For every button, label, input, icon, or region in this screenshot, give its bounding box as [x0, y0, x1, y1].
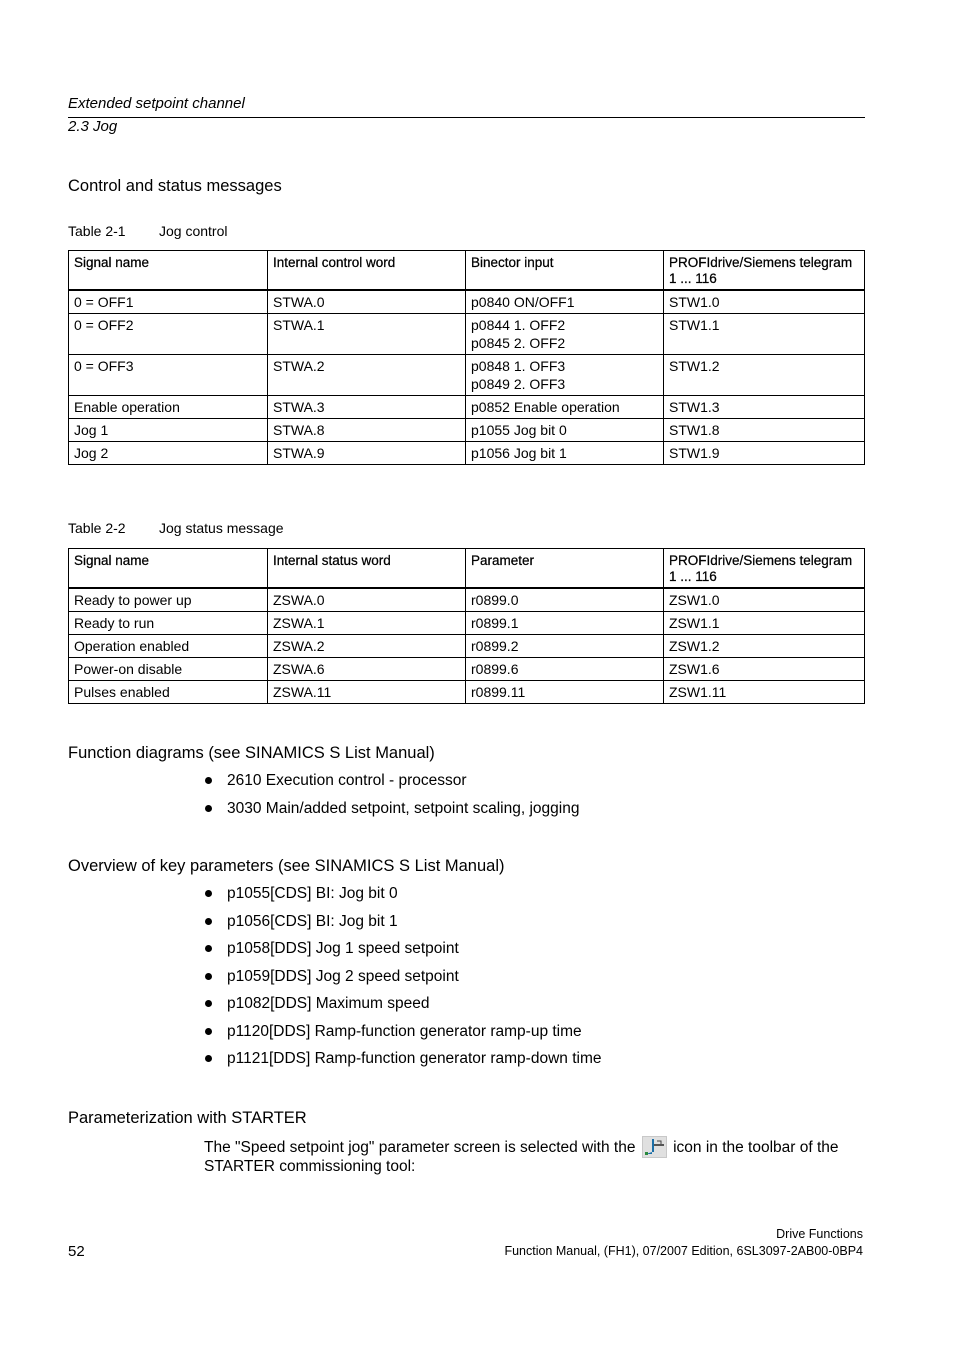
table2-number: Table 2-2 [68, 520, 126, 536]
table-cell: ZSWA.2 [268, 635, 466, 658]
table2-title: Jog status message [159, 520, 284, 536]
paragraph-text-before-icon: The "Speed setpoint jog" parameter screen is selected with the [204, 1139, 640, 1156]
section-heading-control-status: Control and status messages [68, 177, 282, 195]
table-cell: STW1.1 [664, 314, 865, 355]
table-cell: ZSWA.6 [268, 658, 466, 681]
table-row [69, 290, 865, 314]
list-item: p1121[DDS] Ramp-function generator ramp-down time [204, 1049, 601, 1077]
table-cell: Ready to power up [69, 588, 268, 612]
table-cell: p0840 ON/OFF1 [466, 290, 664, 314]
table-cell: Ready to run [69, 612, 268, 635]
list-item: p1056[CDS] BI: Jog bit 1 [204, 912, 601, 940]
table1-title: Jog control [159, 223, 228, 239]
table-row [69, 355, 865, 396]
list-item: p1055[CDS] BI: Jog bit 0 [204, 884, 601, 912]
table-cell: ZSW1.11 [664, 681, 865, 704]
table-cell: STWA.2 [268, 355, 466, 396]
column-header: Signal name [69, 549, 268, 589]
table-cell: p1056 Jog bit 1 [466, 442, 664, 465]
table-cell: ZSWA.0 [268, 588, 466, 612]
jog-control-table [68, 250, 865, 465]
table-cell: STW1.2 [664, 355, 865, 396]
table-cell: Power-on disable [69, 658, 268, 681]
running-header-chapter: Extended setpoint channel [68, 95, 245, 112]
table2-caption [68, 520, 284, 536]
table-cell: ZSW1.2 [664, 635, 865, 658]
table-cell: p1055 Jog bit 0 [466, 419, 664, 442]
header-rule [68, 117, 865, 118]
list-item: p1120[DDS] Ramp-function generator ramp-up time [204, 1022, 601, 1050]
table-cell: r0899.11 [466, 681, 664, 704]
function-diagrams-list [204, 771, 579, 826]
table-cell: STW1.0 [664, 290, 865, 314]
table-row [69, 396, 865, 419]
table-cell: STW1.9 [664, 442, 865, 465]
table1-caption [68, 223, 227, 239]
table-cell: ZSWA.1 [268, 612, 466, 635]
table1-number: Table 2-1 [68, 223, 126, 239]
column-header: Internal status word [268, 549, 466, 589]
table-cell: r0899.2 [466, 635, 664, 658]
table-cell: ZSW1.1 [664, 612, 865, 635]
footer-doc-title: Drive Functions [776, 1227, 863, 1241]
parameterization-paragraph [204, 1136, 864, 1176]
table-cell: STWA.3 [268, 396, 466, 419]
table-cell: 0 = OFF3 [69, 355, 268, 396]
column-header: Parameter [466, 549, 664, 589]
list-item: p1059[DDS] Jog 2 speed setpoint [204, 967, 601, 995]
table-cell: 0 = OFF1 [69, 290, 268, 314]
column-header: PROFIdrive/Siemens telegram 1 ... 116 [664, 549, 865, 589]
list-item: 3030 Main/added setpoint, setpoint scaling, jogging [204, 799, 579, 827]
column-header: Signal name [69, 251, 268, 291]
speed-setpoint-jog-icon [642, 1136, 667, 1158]
column-header: Internal control word [268, 251, 466, 291]
table-cell: STWA.9 [268, 442, 466, 465]
table-row [69, 314, 865, 355]
table-header-row [69, 549, 865, 589]
table-cell: p0848 1. OFF3 p0849 2. OFF3 [466, 355, 664, 396]
table-row [69, 635, 865, 658]
table-row [69, 612, 865, 635]
table-row [69, 588, 865, 612]
table-cell: STW1.8 [664, 419, 865, 442]
table-cell: STWA.8 [268, 419, 466, 442]
table-cell: Jog 2 [69, 442, 268, 465]
table-cell: Pulses enabled [69, 681, 268, 704]
table-cell: Enable operation [69, 396, 268, 419]
key-parameters-list [204, 884, 601, 1077]
list-item: 2610 Execution control - processor [204, 771, 579, 799]
running-header-section: 2.3 Jog [68, 118, 118, 135]
table-cell: r0899.6 [466, 658, 664, 681]
table-cell: r0899.1 [466, 612, 664, 635]
table-row [69, 419, 865, 442]
table-cell: ZSW1.0 [664, 588, 865, 612]
table-header-row [69, 251, 865, 291]
table-cell: 0 = OFF2 [69, 314, 268, 355]
section-heading-function-diagrams: Function diagrams (see SINAMICS S List Manual) [68, 744, 435, 762]
section-heading-parameterization: Parameterization with STARTER [68, 1109, 307, 1127]
table-cell: Jog 1 [69, 419, 268, 442]
table-cell: STWA.0 [268, 290, 466, 314]
table-cell: STW1.3 [664, 396, 865, 419]
jog-status-table [68, 548, 865, 704]
table-cell: Operation enabled [69, 635, 268, 658]
list-item: p1058[DDS] Jog 1 speed setpoint [204, 939, 601, 967]
table-cell: r0899.0 [466, 588, 664, 612]
column-header: Binector input [466, 251, 664, 291]
section-heading-key-parameters: Overview of key parameters (see SINAMICS S List Manual) [68, 857, 505, 875]
column-header: PROFIdrive/Siemens telegram 1 ... 116 [664, 251, 865, 291]
table-row [69, 658, 865, 681]
table-row [69, 681, 865, 704]
table-cell: STWA.1 [268, 314, 466, 355]
paragraph-text-after-icon: icon in the toolbar of the STARTER commissioning tool: [204, 1139, 839, 1175]
table-cell: ZSW1.6 [664, 658, 865, 681]
footer-doc-info: Function Manual, (FH1), 07/2007 Edition, 6SL3097-2AB00-0BP4 [504, 1244, 863, 1258]
table-row [69, 442, 865, 465]
table-cell: ZSWA.11 [268, 681, 466, 704]
table-cell: p0852 Enable operation [466, 396, 664, 419]
list-item: p1082[DDS] Maximum speed [204, 994, 601, 1022]
page-number: 52 [68, 1243, 85, 1260]
table-cell: p0844 1. OFF2 p0845 2. OFF2 [466, 314, 664, 355]
